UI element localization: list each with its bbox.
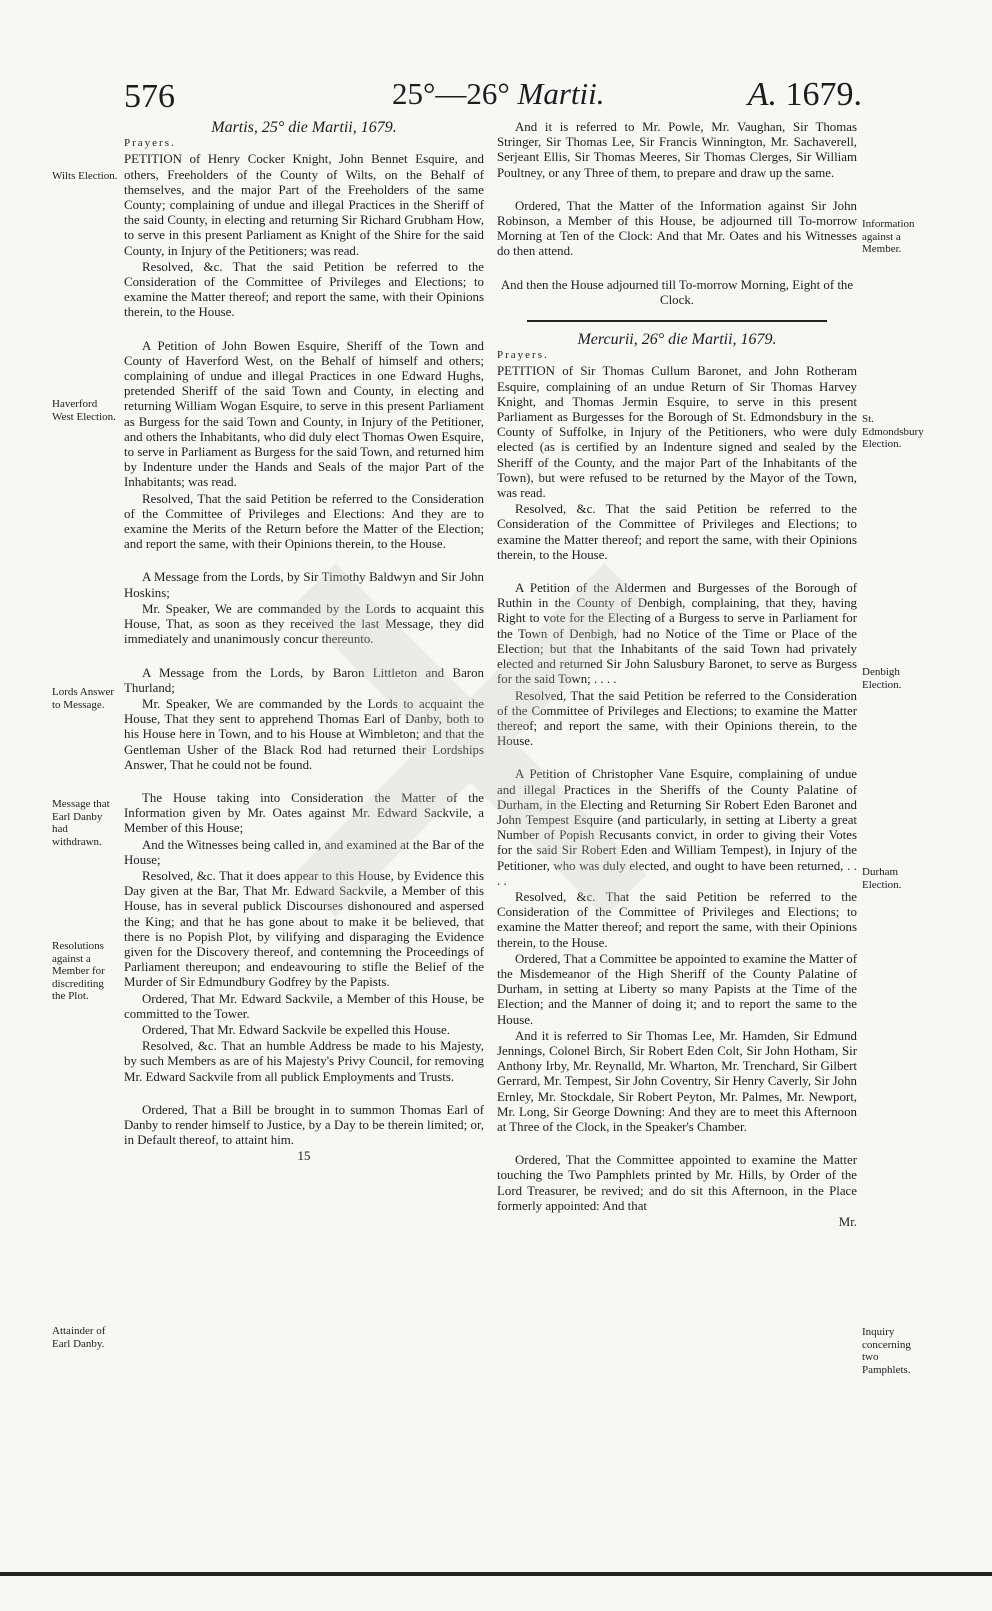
information-order: Ordered, That the Matter of the Information against Sir John Robinson, a Member of this House, be adjourned till To-morrow Morning at Ten of the Clock: And that Mr. Oates and his Witnesses do then attend.	[497, 198, 857, 259]
right-column	[497, 120, 857, 1231]
resolution-address: Resolved, &c. That an humble Address be made to his Majesty, by such Members as are of his Majesty's Privy Council, for removing Mr. Edward Sackvile from all publick Employments and Trusts.	[124, 1039, 484, 1084]
running-head-word: Martii.	[517, 76, 605, 111]
margin-note-lords: Lords Answer to Message.	[52, 686, 115, 711]
day-title-wednesday: Mercurii, 26° die Martii, 1679.	[577, 331, 777, 349]
haverford-resolved: Resolved, That the said Petition be referred to the Consideration of the Committee of Privileges and Elections: And they are to examine the Merits of the Return before the Matter of the Election; and report the same, with their Opinions therein, to the House.	[124, 491, 484, 552]
resolution-witnesses: And the Witnesses being called in, and examined at the Bar of the House;	[124, 837, 484, 867]
margin-note-inquiry: Inquiry concerning two Pamphlets.	[862, 1326, 911, 1376]
durham-committee-members: And it is referred to Sir Thomas Lee, Mr. Hamden, Sir Edmund Jennings, Colonel Birch, Sir Robert Eden Colt, Sir John Hotham, Sir Anthony Irby, Mr. Reynalld, Mr. Wharton, Mr. Trenchard, Sir Gilbert Gerrard, Mr. Tempest, Sir John Coventry, Sir Henry Caverly, Sir John Ernley, Mr. Stockdale, Sir Robert Peyton, Mr. Palmes, Mr. Newport, Mr. Long, Sir George Downing: And they are to meet this Afternoon at Three of the Clock, in the Speaker's Chamber.	[497, 1028, 857, 1134]
committee-list: And it is referred to Mr. Powle, Mr. Vaughan, Sir Thomas Stringer, Sir Thomas Lee, Sir Francis Winnington, Mr. Sachaverell, Serjeant Ellis, Sir Thomas Meeres, Sir Thomas Clerges, Sir William Poultney, or any Three of them, to prepare and draw up the same.	[497, 120, 857, 180]
attainder-order: Ordered, That a Bill be brought in to summon Thomas Earl of Danby to render himself to Justice, by a Day to be therein limited; or, in Default thereof, to attaint him.	[124, 1102, 484, 1148]
year-number: 1679.	[785, 76, 862, 113]
danby-speech: Mr. Speaker, We are commanded by the Lords to acquaint the House, That they sent to apprehend Thomas Earl of Danby, both to his House here in Town, and to his House at Wimbleton; and that the Gentleman Usher of the Black Rod had returned their Lordships Answer, That he could not be found.	[124, 696, 484, 772]
margin-note-wilts: Wilts Election.	[52, 170, 118, 182]
margin-note-information: Information against a Member.	[862, 218, 915, 255]
adjournment: And then the House adjourned till To-morrow Morning, Eight of the Clock.	[500, 277, 854, 307]
running-head-prefix: 25°—26°	[392, 76, 510, 111]
resolution-tower: Ordered, That Mr. Edward Sackvile, a Member of this House, be committed to the Tower.	[124, 991, 484, 1021]
page-number: 576	[124, 78, 175, 115]
page-header	[120, 70, 862, 120]
durham-petition: A Petition of Christopher Vane Esquire, complaining of undue and illegal Practices in the Sheriffs of the County Palatine of Durham, in the Electing and Returning Sir Robert Eden Baronet and John Tempest Esquire (and particularly, in setting at Liberty a great Number of Popish Recusants convict, in order to giving their Votes for the said Sir Robert Eden and William Tempest), in Injury of the Petitioner, who was duly elected, and ought to have been returned, . . . .	[497, 767, 857, 888]
margin-note-durham: Durham Election.	[862, 866, 902, 891]
margin-note-attainder: Attainder of Earl Danby.	[52, 1325, 106, 1350]
margin-note-denbigh: Denbigh Election.	[862, 666, 902, 691]
year-heading	[748, 76, 862, 114]
margin-note-stedmondsbury: St. Edmondsbury Election.	[862, 413, 924, 450]
inquiry-order: Ordered, That the Committee appointed to examine the Matter touching the Two Pamphlets printed by Mr. Hills, by Order of the Lord Treasurer, be revived; and do sit this Afternoon, in the Place formerly appointed: And that	[497, 1153, 857, 1213]
prayers-label-2: Prayers.	[497, 349, 549, 362]
durham-resolved: Resolved, &c. That the said Petition be referred to the Consideration of the Committee of Privileges and Elections; to examine the Matter thereof; and report the same, with their Opinions therein, to the House.	[497, 889, 857, 950]
left-column	[124, 120, 484, 1166]
resolution-expelled: Ordered, That Mr. Edward Sackvile be expelled this House.	[142, 1022, 450, 1037]
day-title-tuesday: Martis, 25° die Martii, 1679.	[211, 119, 397, 136]
year-letter: A.	[747, 76, 777, 113]
stedmondsbury-petition: PETITION of Sir Thomas Cullum Baronet, and John Rotheram Esquire, complaining of an undue Return of Sir Thomas Harvey Knight, and Thomas Jermin Esquire, to serve in this present Parliament as Burgesses for the Borough of St. Edmondsbury in the County of Suffolke, in Injury of the Petitioners, who were duly elected (as is certified by an Indenture signed and sealed by the Sheriff of the County, and the major Part of the Inhabitants of the Town), but were refused to be returned by the Mayor of the Town, was read.	[497, 364, 857, 501]
denbigh-resolved: Resolved, That the said Petition be referred to the Consideration of the Committee of Privileges and Elections; to examine the Matter thereof; and report the same, with their Opinions therein, to the House.	[497, 688, 857, 749]
resolution-resolved: Resolved, &c. That it does appear to this House, by Evidence this Day given at the Bar, That Mr. Edward Sackvile, a Member of this House, has in several publick Discourses dishonoured and aspersed the King; and that he has gone about to make it be believed, that there is no Popish Plot, by vilifying and disparaging the Evidence given for the Discovery thereof, and contemning the Proceedings of Parliament thereupon; and endeavouring to stifle the Belief of the Murder of Sir Edmundbury Godfrey by the Papists.	[124, 868, 484, 990]
bottom-rule	[0, 1572, 992, 1576]
lords-message: A Message from the Lords, by Sir Timothy Baldwyn and Sir John Hoskins;	[124, 570, 484, 600]
prayers-label: Prayers.	[124, 137, 176, 150]
stedmondsbury-resolved: Resolved, &c. That the said Petition be referred to the Consideration of the Committee of Privileges and Elections; to examine the Matter thereof; and report the same, with their Opinions therein, to the House.	[497, 502, 857, 562]
margin-note-danby: Message that Earl Danby had withdrawn.	[52, 798, 110, 848]
denbigh-petition: A Petition of the Aldermen and Burgesses of the Borough of Ruthin in the County of Denbigh, complaining, that they, having Right to vote for the Electing of a Burgess to serve in Parliament for the Town of Denbigh, had no Notice of the Time or Place of the Election; but that the Inhabitants of the said Town had privately elected and returned Sir John Salusbury Baronet, to serve as Burgess for the said Town; . . . .	[497, 581, 857, 687]
running-head	[392, 76, 605, 112]
lords-speech: Mr. Speaker, We are commanded by the Lords to acquaint this House, That, as soon as they received the last Message, they did immediately and unanimously concur thereunto.	[124, 601, 484, 647]
catchword: Mr.	[838, 1215, 857, 1229]
margin-note-haverford: Haverford West Election.	[52, 398, 116, 423]
signature-mark: 15	[297, 1149, 311, 1164]
wilts-petition: PETITION of Henry Cocker Knight, John Bennet Esquire, and others, Freeholders of the County of Wilts, on the Behalf of themselves, and the major Part of the Freeholders of the same County; complaining of undue and illegal Practices in the Sheriff of the said County, in electing and returning Sir Richard Grubham How, to serve in this present Parliament as Knight of the Shire for the said County, in Injury of the Petitioners; was read.	[124, 152, 484, 258]
wilts-resolved: Resolved, &c. That the said Petition be referred to the Consideration of the Committee of Privileges and Elections; to examine the Matter thereof; and report the same, with their Opinions therein, to the House.	[124, 259, 484, 320]
haverford-petition: A Petition of John Bowen Esquire, Sheriff of the Town and County of Haverford West, on the Behalf of himself and others; complaining of undue and illegal Practices in one Edward Hughs, pretended Sheriff of the said Town and County, in electing and returning William Wogan Esquire, to serve in this present Parliament as Burgess for the said Town and County, in Injury of the Petitioner, and others the Inhabitants, who did duly elect Thomas Owen Esquire, to serve in Parliament as Burgess for the said Town, and returned him by Indenture under the Hands and Seals of the major Part of the Inhabitants; was read.	[124, 338, 484, 490]
section-rule	[527, 320, 827, 322]
margin-note-resolutions: Resolutions against a Member for discrediting the Plot.	[52, 940, 105, 1002]
durham-committee-order: Ordered, That a Committee be appointed to examine the Matter of the Misdemeanor of the High Sheriff of the County Palatine of Durham, in setting at Liberty so many Papists at the Time of the Election; and the Manner of doing it; and to report the same to the House.	[497, 951, 857, 1027]
resolution-intro: The House taking into Consideration the Matter of the Information given by Mr. Oates against Mr. Edward Sackvile, a Member of this House;	[124, 790, 484, 836]
danby-message: A Message from the Lords, by Baron Littleton and Baron Thurland;	[124, 665, 484, 695]
